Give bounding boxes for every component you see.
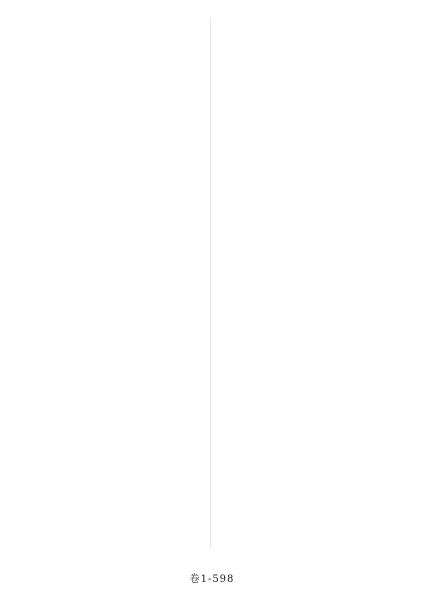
- text-block-bottom-left: [50, 300, 208, 545]
- page-gutter: [210, 18, 211, 548]
- text-block-bottom-right: [214, 300, 394, 545]
- page-number: 卷1-598: [189, 574, 235, 585]
- text-block-top-left: [50, 20, 208, 278]
- text-block-top-right: [214, 20, 394, 278]
